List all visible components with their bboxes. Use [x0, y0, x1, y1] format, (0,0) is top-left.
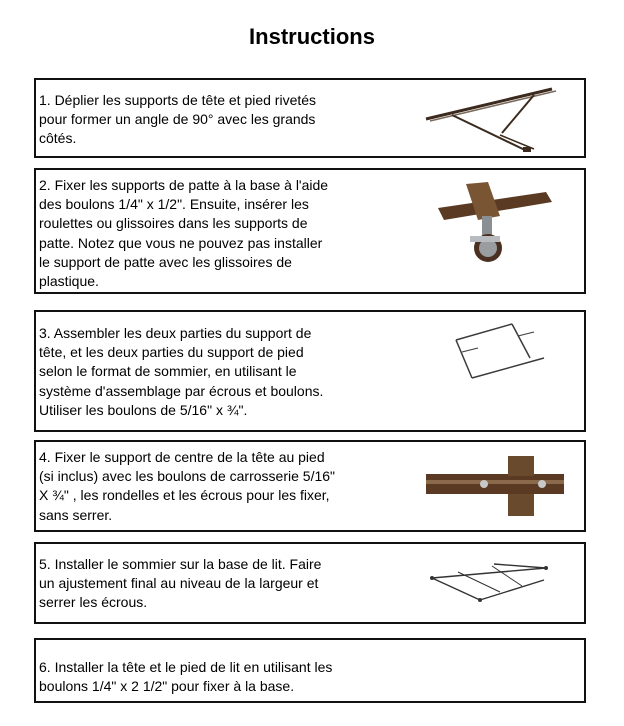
step-5-line-3: serrer les écrous. [39, 594, 148, 611]
step-3-line-5: Utiliser les boulons de 5/16" x ¾". [39, 401, 248, 418]
step-1-line-1: 1. Déplier les supports de tête et pied rivetés [39, 92, 317, 108]
frame-parts-icon [448, 322, 548, 392]
step-5-line-2: un ajustement final au niveau de la largeur et [39, 575, 319, 592]
center-support-icon [424, 450, 566, 526]
step-4-line-3: X ¾" , les rondelles et les écrous pour les fixer, [39, 487, 330, 504]
step-3-text [39, 324, 323, 420]
step-1-line-2 [39, 110, 316, 129]
step-5-text [39, 555, 321, 613]
step-1-box [34, 78, 586, 158]
step-2-box [34, 168, 586, 294]
step-1-line-3: côtés. [39, 130, 77, 147]
step-1-line-2-text: pour former un angle de 90° avec les grands [39, 111, 316, 128]
step-4-line-1: 4. Fixer le support de centre de la tête au pied [39, 449, 325, 465]
rail-bracket-icon [422, 85, 562, 155]
assembled-frame-icon [428, 556, 552, 612]
step-6-line-2: boulons 1/4" x 2 1/2" pour fixer à la base. [39, 678, 295, 695]
step-2-line-6: plastique. [39, 273, 99, 290]
step-2-line-1: 2. Fixer les supports de patte à la base à l'aide [39, 177, 329, 193]
page-title: Instructions [249, 24, 375, 49]
step-1-text [39, 91, 316, 149]
step-5-line-1: 5. Installer le sommier sur la base de lit. Faire [39, 556, 322, 572]
step-2-line-3: roulettes ou glissoires dans les supports de [39, 215, 308, 232]
step-4-text [39, 448, 335, 525]
step-3-line-1: 3. Assembler les deux parties du support de [39, 325, 312, 341]
step-6-line-1: 6. Installer la tête et le pied de lit en utilisant les [39, 659, 333, 675]
step-3-box [34, 310, 586, 432]
step-5-box [34, 542, 586, 624]
step-4-line-4: sans serrer. [39, 506, 113, 523]
step-6-text [39, 658, 332, 696]
step-3-line-4: système d'assemblage par écrous et boulons. [39, 382, 324, 399]
step-4-box [34, 440, 586, 532]
step-3-line-2: tête, et les deux parties du support de pied [39, 344, 304, 361]
step-4-line-2: (si inclus) avec les boulons de carrosserie 5/16" [39, 468, 335, 485]
step-2-text [39, 176, 328, 291]
step-3-line-3: selon le format de sommier, en utilisant le [39, 363, 297, 380]
step-2-line-2: des boulons 1/4" x 1/2". Ensuite, insérer les [39, 196, 309, 213]
step-2-line-5: le support de patte avec les glissoires de [39, 253, 292, 270]
step-6-box [34, 638, 586, 703]
caster-wheel-icon [436, 178, 556, 278]
step-2-line-4: patte. Notez que vous ne pouvez pas installer [39, 234, 323, 251]
